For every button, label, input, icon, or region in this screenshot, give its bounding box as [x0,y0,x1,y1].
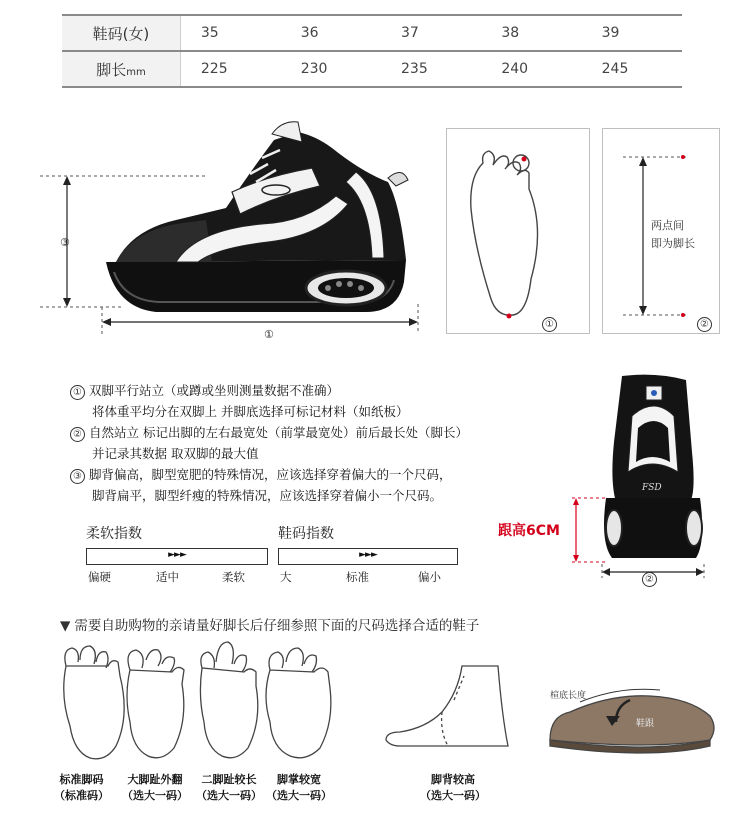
length-cell: 235 [381,51,481,87]
foot-type-name: 大脚趾外翻 [127,773,183,786]
size-index-label: 偏小 [418,570,441,584]
foot-type-advice: （标准码） [54,789,109,802]
foot-type-caption [266,772,332,804]
measure-instructions [70,380,510,506]
softness-bar [86,548,268,565]
size-cell: 35 [180,15,280,51]
size-table [62,14,682,88]
length-cell: 230 [281,51,381,87]
size-row-label: 鞋码(女) [62,15,180,51]
instruction-text: 并记录其数据 取双脚的最大值 [92,446,259,461]
size-cell: 37 [381,15,481,51]
foot-type-name: 二脚趾较长 [201,773,257,786]
size-row [62,15,682,51]
size-index-bar [278,548,458,565]
shoe-back-view [566,372,716,590]
instruction-text: 双脚平行站立（或蹲或坐则测量数据不准确） [88,383,339,398]
foot-length-caption-line: 即为脚长 [651,237,695,250]
platform-sneaker-illustration [106,122,408,312]
foot-type-caption [122,772,188,804]
softness-label: 柔软 [222,570,245,584]
length-unit: mm [126,66,146,78]
length-cell: 225 [180,51,280,87]
size-cell: 36 [281,15,381,51]
length-row [62,51,682,87]
foot-type-caption [420,772,486,804]
foot-type-name: 标准脚码 [59,773,104,786]
length-cell: 240 [481,51,581,87]
insole-heel-label: 鞋跟 [636,719,655,729]
step-number: ② [70,427,85,442]
length-marker: ① [264,328,274,341]
foot-outline-panel [446,128,590,334]
instruction-text: 脚背扁平，脚型纤瘦的特殊情况，应该选择穿着偏小一个尺码。 [92,488,443,503]
foot-type-name: 脚背较高 [431,773,475,786]
softness-arrows: ►►► [168,550,186,560]
shoe-measure-diagram [36,112,436,344]
step-number: ① [70,385,85,400]
foot-type-guide-title [60,614,479,634]
softness-label: 适中 [156,570,179,584]
insole-length-label: 楦底长度 [550,691,587,701]
foot-type-advice: （选大一码） [122,789,188,802]
size-index-label: 大 [280,570,292,584]
heel-height-label: 跟高6CM [498,523,560,539]
foot-type-advice: （选大一码） [420,789,486,802]
heel-width-marker: ② [642,572,657,587]
length-cell: 245 [582,51,682,87]
instruction-text: 自然站立 标记出脚的左右最宽处（前掌最宽处）前后最长处（脚长） [88,425,468,440]
size-index-title: 鞋码指数 [278,526,334,542]
softness-title: 柔软指数 [86,526,142,542]
foot-side-marker: ② [697,317,712,332]
instruction-text: 脚背偏高，脚型宽肥的特殊情况，应该选择穿着偏大的一个尺码， [88,467,452,482]
footprint-outline [447,129,591,335]
instruction-text: 将体重平均分在双脚上 并脚底选择可标记材料（如纸板） [92,404,409,419]
length-row-label [62,51,180,87]
foot-length-caption [651,217,695,253]
size-cell: 38 [481,15,581,51]
shoe-logo: FSD [642,483,662,493]
foot-length-caption-line: 两点间 [651,219,684,232]
size-cell: 39 [582,15,682,51]
instruction-step [70,464,510,485]
height-marker: ③ [60,236,70,249]
size-index-label: 标准 [346,570,369,584]
triangle-icon: ▼ [60,618,71,634]
instruction-step [70,422,510,443]
instruction-step [70,380,510,401]
foot-length-panel [602,128,720,334]
foot-length-marker: ① [542,317,557,332]
foot-type-caption [196,772,262,804]
guide-title-text: 需要自助购物的亲请量好脚长后仔细参照下面的尺码选择合适的鞋子 [74,618,480,634]
step-number: ③ [70,469,85,484]
length-label-text: 脚长 [96,60,127,79]
foot-type-advice: （选大一码） [196,789,262,802]
foot-type-name: 脚掌较宽 [277,773,321,786]
softness-label: 偏硬 [88,570,111,584]
foot-type-advice: （选大一码） [266,789,332,802]
size-index-arrows: ►►► [359,550,377,560]
foot-type-caption [54,772,109,804]
foot-type-illustrations [50,636,740,766]
